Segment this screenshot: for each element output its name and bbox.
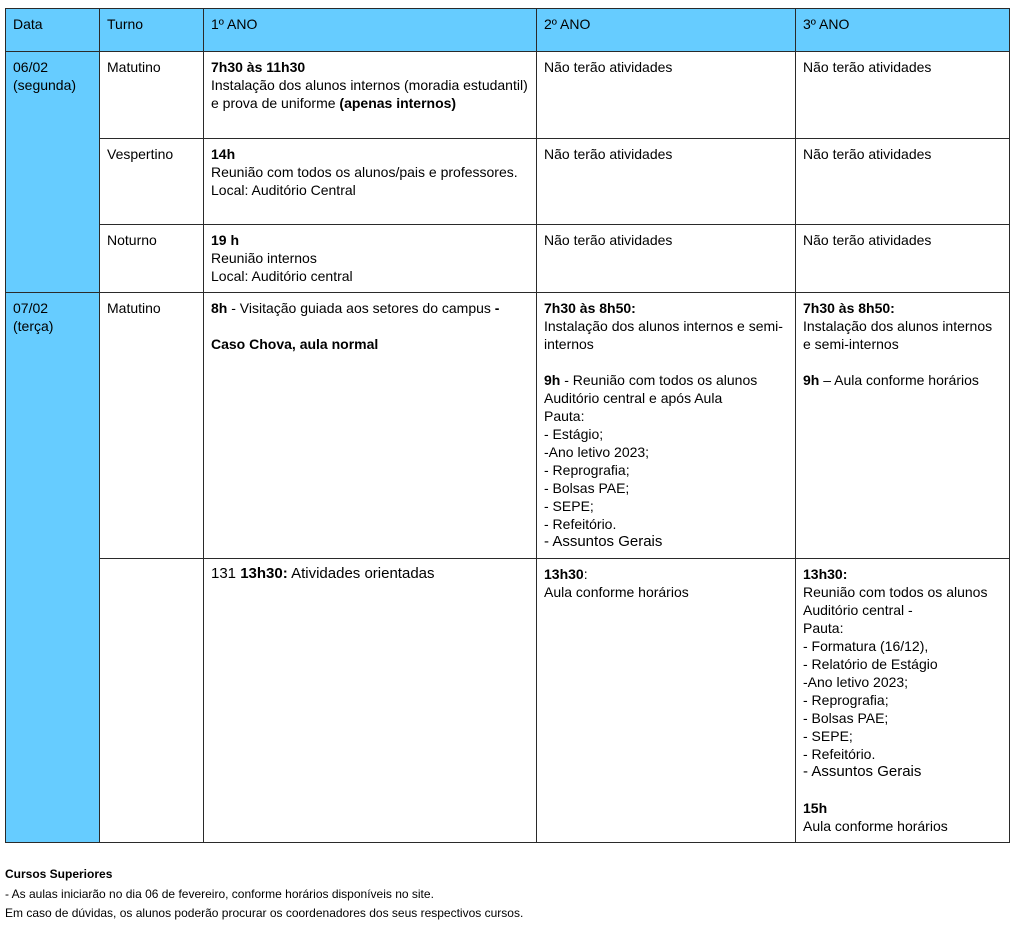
activity-text: Reunião com todos os alunos/pais e professores. (211, 164, 518, 180)
activity-text: Atividades orientadas (287, 565, 435, 582)
activity-text: - Visitação guiada aos setores do campus (227, 300, 495, 316)
ano1-cell (204, 52, 537, 139)
pauta-item: - Reprografia; (803, 692, 889, 708)
date-day1: 06/02 (13, 59, 49, 75)
location-text: Local: Auditório central (211, 268, 353, 284)
ano2-cell: Não terão atividades (537, 139, 796, 225)
header-row (6, 9, 1010, 52)
pauta-item: - Assuntos Gerais (544, 533, 663, 550)
header-1-ano: 1º ANO (204, 9, 537, 52)
time-label: 7h30 às 8h50: (544, 300, 636, 316)
table-row (6, 293, 1010, 559)
time-colon: : (583, 566, 588, 582)
pauta-title: Pauta: (803, 620, 844, 636)
location-text: Local: Auditório Central (211, 182, 356, 198)
table-row (6, 225, 1010, 293)
header-data: Data (6, 9, 100, 52)
ano1-cell (204, 293, 537, 559)
time-label: 13h30: (803, 566, 848, 582)
meeting-time: 9h (544, 372, 561, 388)
time-label: 19 h (211, 232, 240, 248)
activity-prefix: 131 (211, 565, 241, 582)
pauta-item: - Refeitório. (544, 516, 617, 532)
date-cell-day2 (6, 293, 100, 843)
ano3-cell: Não terão atividades (796, 139, 1010, 225)
ano3-cell: Não terão atividades (796, 52, 1010, 139)
activity-dash: - (494, 300, 500, 316)
late-text: Aula conforme horários (803, 818, 948, 834)
meeting-text: Reunião com todos os alunos Auditório central - (803, 584, 988, 618)
pauta-item: - Bolsas PAE; (803, 710, 889, 726)
activity-text: Instalação dos alunos internos (moradia estudantil) e prova de uniforme (211, 77, 528, 111)
ano2-cell (537, 293, 796, 559)
table-row (6, 559, 1010, 843)
table-row (6, 139, 1010, 225)
date-cell-day1 (6, 52, 100, 293)
date-day2: 07/02 (13, 300, 49, 316)
meeting-text: – Aula conforme horários (819, 372, 979, 388)
ano1-cell (204, 139, 537, 225)
pauta-item: - Refeitório. (803, 746, 876, 762)
pauta-item: -Ano letivo 2023; (544, 444, 650, 460)
late-time: 15h (803, 800, 828, 816)
footer-line: - As aulas iniciarão no dia 06 de fevereiro, conforme horários disponíveis no site. (5, 886, 434, 901)
activity-note: (apenas internos) (339, 95, 457, 111)
ano1-cell (204, 225, 537, 293)
pauta-item: - SEPE; (803, 728, 853, 744)
header-3-ano: 3º ANO (796, 9, 1010, 52)
pauta-item: - Relatório de Estágio (803, 656, 938, 672)
pauta-item: - SEPE; (544, 498, 594, 514)
meeting-time: 9h (803, 372, 820, 388)
ano2-cell: Não terão atividades (537, 225, 796, 293)
activity-text: Aula conforme horários (544, 584, 689, 600)
time-label: 13h30: (240, 565, 288, 582)
meeting-text: - Reunião com todos os alunos Auditório central e após Aula (544, 372, 758, 406)
weekday-day1: (segunda) (13, 77, 77, 93)
footer-line: Em caso de dúvidas, os alunos poderão procurar os coordenadores dos seus respectivos cursos. (5, 906, 524, 920)
pauta-item: - Formatura (16/12), (803, 638, 929, 654)
weekday-day2: (terça) (13, 318, 54, 334)
pauta-title: Pauta: (544, 408, 585, 424)
turno-cell: Matutino (100, 52, 204, 139)
ano3-cell: Não terão atividades (796, 225, 1010, 293)
pauta-item: -Ano letivo 2023; (803, 674, 909, 690)
time-label: 13h30 (544, 566, 584, 582)
ano3-cell (796, 293, 1010, 559)
table-row (6, 52, 1010, 139)
pauta-item: - Bolsas PAE; (544, 480, 630, 496)
pauta-item: - Reprografia; (544, 462, 630, 478)
pauta-item: - Estágio; (544, 426, 604, 442)
activity-text: Instalação dos alunos internos e semi-internos (544, 318, 783, 352)
turno-cell: Vespertino (100, 139, 204, 225)
header-2-ano: 2º ANO (537, 9, 796, 52)
time-label: 14h (211, 146, 236, 162)
turno-cell (100, 559, 204, 843)
header-turno: Turno (100, 9, 204, 52)
pauta-item: - Assuntos Gerais (803, 763, 922, 780)
ano3-cell (796, 559, 1010, 843)
footer-notes (5, 865, 523, 924)
rain-note: Caso Chova, aula normal (211, 336, 379, 352)
time-label: 8h (211, 300, 228, 316)
schedule-table (5, 8, 1010, 843)
footer-title: Cursos Superiores (5, 867, 113, 881)
ano1-cell (204, 559, 537, 843)
ano2-cell (537, 559, 796, 843)
turno-cell: Noturno (100, 225, 204, 293)
time-label: 7h30 às 8h50: (803, 300, 895, 316)
ano2-cell: Não terão atividades (537, 52, 796, 139)
activity-text: Reunião internos (211, 250, 317, 266)
time-label: 7h30 às 11h30 (211, 59, 306, 75)
activity-text: Instalação dos alunos internos e semi-internos (803, 318, 993, 352)
turno-cell: Matutino (100, 293, 204, 559)
